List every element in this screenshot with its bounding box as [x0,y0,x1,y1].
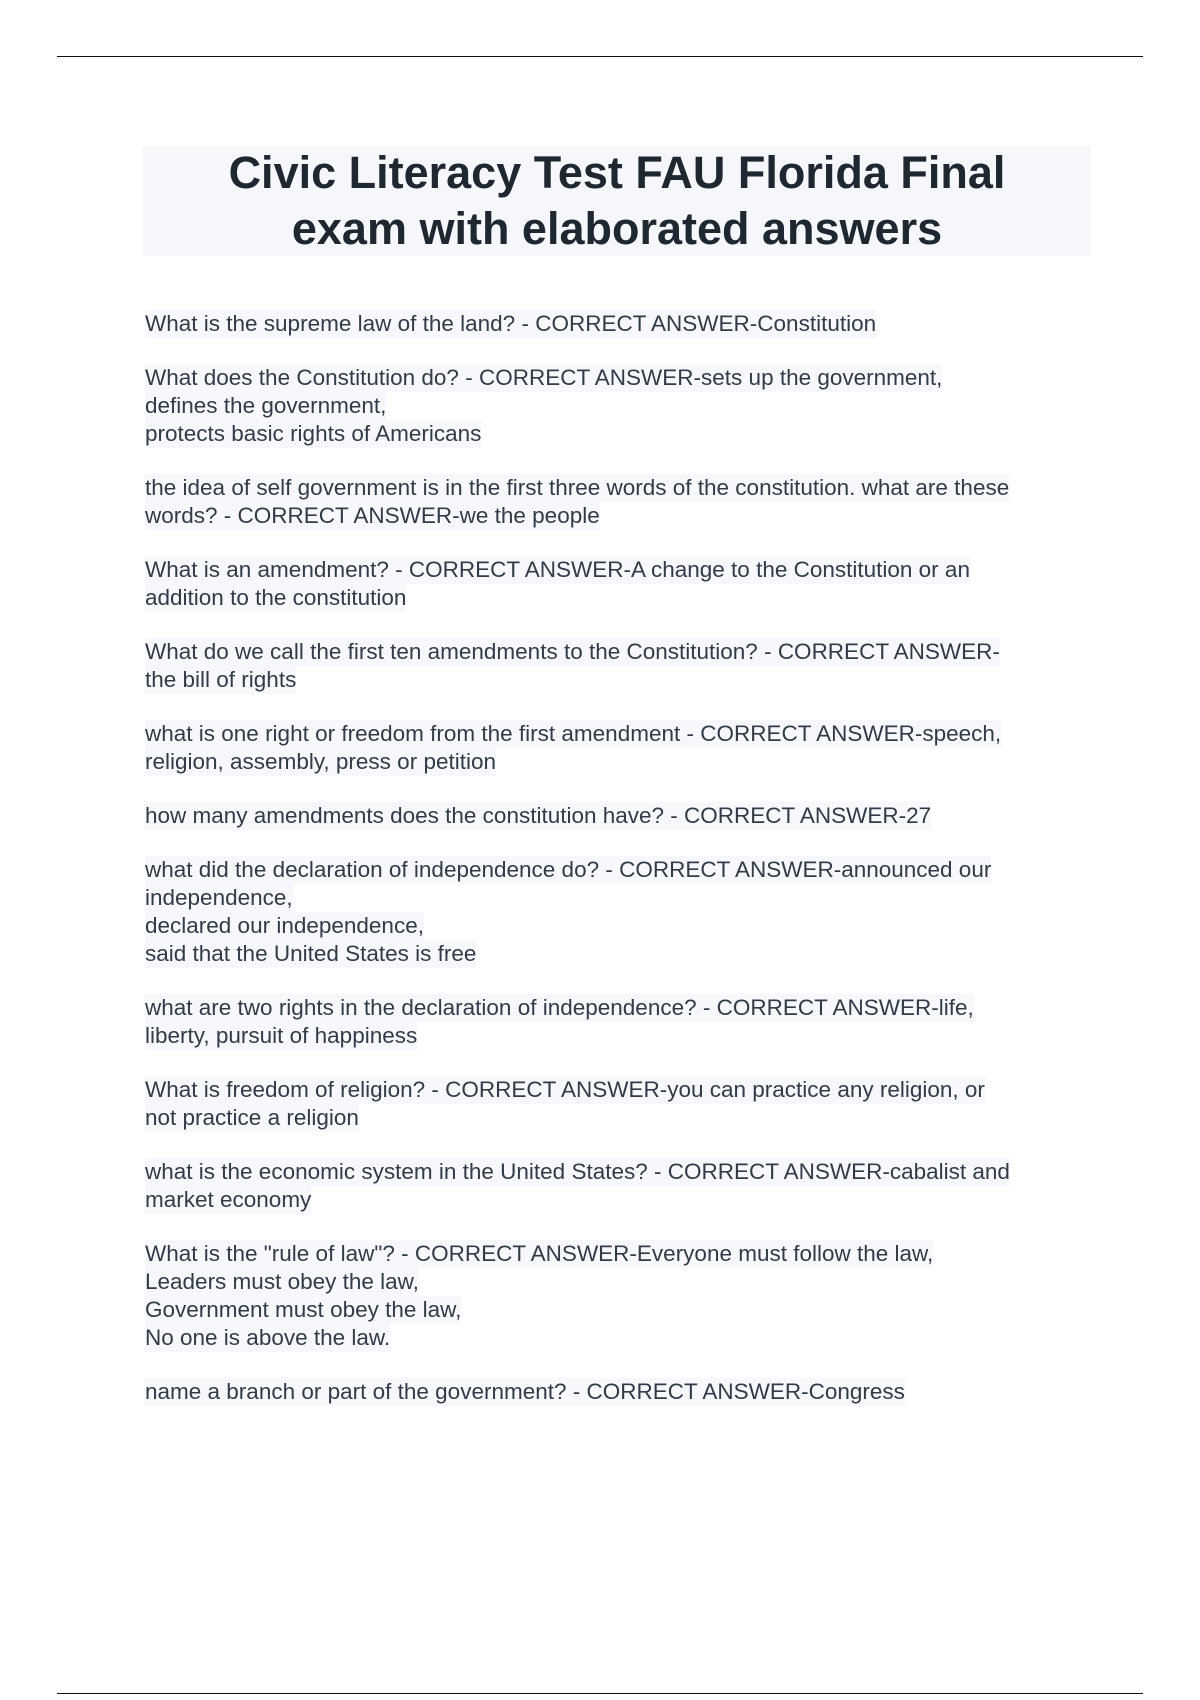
top-rule [57,56,1143,57]
qa-item [145,556,1085,612]
qa-line: What do we call the first ten amendments to the Constitution? - CORRECT ANSWER- [145,639,1000,664]
qa-line: independence, [145,885,293,910]
qa-item [145,720,1085,776]
title-line-1: Civic Literacy Test FAU Florida Final [228,147,1006,198]
qa-item [145,856,1085,968]
qa-item [145,994,1085,1050]
title-line-2: exam with elaborated answers [291,203,943,254]
qa-item [145,1158,1085,1214]
qa-line: what is one right or freedom from the first amendment - CORRECT ANSWER-speech, [145,721,1002,746]
qa-line: what did the declaration of independence do? - CORRECT ANSWER-announced our [145,857,992,882]
qa-line: said that the United States is free [145,941,477,966]
qa-line: No one is above the law. [145,1325,391,1350]
qa-line: defines the government, [145,393,387,418]
qa-line: What is freedom of religion? - CORRECT ANSWER-you can practice any religion, or [145,1077,985,1102]
qa-line: what are two rights in the declaration of independence? - CORRECT ANSWER-life, [145,995,974,1020]
document-title [229,145,1006,257]
qa-line: What is the "rule of law"? - CORRECT ANSWER-Everyone must follow the law, [145,1241,934,1266]
title-block [143,146,1091,256]
qa-line: Leaders must obey the law, [145,1269,419,1294]
qa-item [145,364,1085,448]
qa-line: not practice a religion [145,1105,359,1130]
qa-line: What is an amendment? - CORRECT ANSWER-A change to the Constitution or an [145,557,970,582]
qa-line: how many amendments does the constitution have? - CORRECT ANSWER-27 [145,803,932,828]
qa-item [145,310,1085,338]
qa-line: declared our independence, [145,913,424,938]
qa-line: What is the supreme law of the land? - CORRECT ANSWER-Constitution [145,311,877,336]
qa-item [145,802,1085,830]
bottom-rule [57,1693,1143,1694]
qa-line: words? - CORRECT ANSWER-we the people [145,503,600,528]
qa-line: name a branch or part of the government? - CORRECT ANSWER-Congress [145,1379,905,1404]
qa-line: what is the economic system in the United States? - CORRECT ANSWER-cabalist and [145,1159,1010,1184]
qa-line: liberty, pursuit of happiness [145,1023,418,1048]
qa-line: the idea of self government is in the first three words of the constitution. what are these [145,475,1010,500]
qa-line: religion, assembly, press or petition [145,749,496,774]
qa-list [145,310,1085,1432]
qa-line: addition to the constitution [145,585,407,610]
qa-item [145,474,1085,530]
qa-line: protects basic rights of Americans [145,421,482,446]
qa-line: Government must obey the law, [145,1297,462,1322]
qa-item [145,1240,1085,1352]
qa-line: market economy [145,1187,312,1212]
qa-line: What does the Constitution do? - CORRECT ANSWER-sets up the government, [145,365,943,390]
qa-item [145,1076,1085,1132]
qa-item [145,1378,1085,1406]
qa-line: the bill of rights [145,667,297,692]
qa-item [145,638,1085,694]
